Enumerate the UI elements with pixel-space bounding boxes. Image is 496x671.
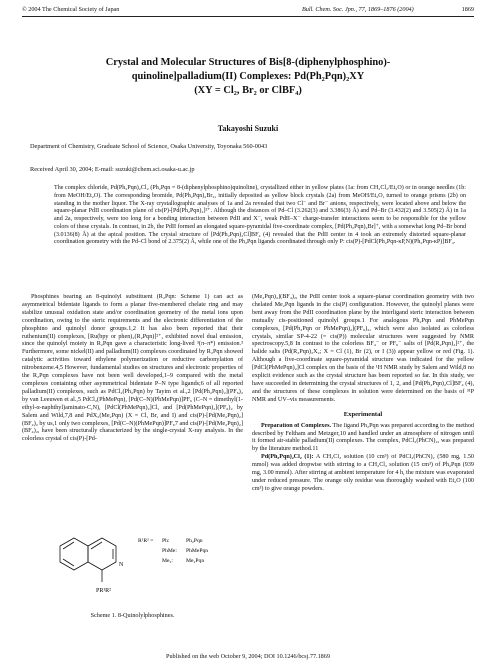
article-title <box>40 56 456 98</box>
legend-l1: Ph₂Pqn <box>186 538 203 544</box>
nitrogen-label: N <box>119 562 124 568</box>
author-name: Takayoshi Suzuki <box>217 124 279 133</box>
header-rule <box>22 16 474 17</box>
legend-header: R¹R² = <box>138 538 154 544</box>
abstract: The complex chloride, Pd(Ph₂Pqn)₂Cl₂ (Ph₂Pqn = 8-(diphenylphosphino)quinoline), crystallized either in yellow plates (1a: from CH₂Cl₂/Et₂O) or in orange needles (1b: from MeOH/Et₂O). The corresponding bromide, Pd(Ph₂Pqn)₂Br₂, initially deposited as yellow block crystals (2a) from MeOH/Et₂O, turned to orange prisms (2b) on standing in the mother liquor. The X-ray crystallographic analyses of 1a and 2a revealed that two Cl⁻ and Br⁻ anions, respectively, were located above and below the square-planar PdII coordination plane of cis(P)-[Pd(Ph₂Pqn)₂]²⁺. Although the distances of Pd–Cl (3.262(3) and 3.386(3) Å) and Pd–Br (3.432(2) and 3.505(2) Å) in 1a and 2a, respectively, were too long for a bonding interaction between PdII and X⁻, weak PdII–X⁻ charge-transfer interactions seem to be responsible for the yellow colors of these crystals. In contrast, in 2b, the PdII formed an elongated square-pyramidal five-coordinate complex, [Pd(Ph₂Pqn)₂Br]⁺, with a somewhat long Pd–Br bond (3.0136(8) Å) at the apical position. The crystal structure of [Pd(Ph₂Pqn)₂Cl]BF₄ (4) revealed that the PdII center in 4 took an extremely distorted square-planar coordination geometry with the Pd–Cl bond of 2.375(2) Å, while one of the Ph₂Pqn ligands coordinated through only P: cis(P)-[PdCl(Ph₂Pqn-κP,N)(Ph₂Pqn-κP)]BF₄. <box>54 185 466 246</box>
title-line-3: (XY = Cl₂, Br₂ or ClBF₄) <box>194 85 302 96</box>
quinoline-ring-right <box>88 538 116 570</box>
scheme-1-structure <box>30 528 240 612</box>
column-right <box>252 294 474 494</box>
journal-citation: Bull. Chem. Soc. Jpn., 77, 1869–1876 (2004) <box>302 6 414 13</box>
column-left <box>22 294 243 444</box>
preparation-paragraph <box>252 423 474 455</box>
page-number: 1869 <box>461 6 474 13</box>
scheme-legend <box>138 538 208 564</box>
scheme-caption: Scheme 1. 8-Quinolylphosphines. <box>90 612 175 619</box>
section-heading-experimental: Experimental <box>343 410 383 418</box>
legend-r2: PhMe: <box>162 548 177 554</box>
quinoline-ring-left <box>60 538 88 570</box>
affiliation: Department of Chemistry, Graduate School of Science, Osaka University, Toyonaka 560-0043 <box>30 143 268 150</box>
preparation-heading: Preparation of Complexes. <box>261 422 332 429</box>
title-line-1: Crystal and Molecular Structures of Bis[8-(diphenylphosphino)- <box>105 57 391 68</box>
title-line-2: quinoline]palladium(II) Complexes: Pd(Ph₂Pqn)₂XY <box>131 71 365 82</box>
synthesis-heading: Pd(Ph₂Pqn)₂Cl₂ (1): <box>261 454 314 461</box>
legend-l2: PhMePqn <box>186 548 209 554</box>
phosphino-label: PR¹R² <box>96 588 111 594</box>
publication-footer: Published on the web October 9, 2004; DOI 10.1246/bcsj.77.1869 <box>166 653 330 660</box>
legend-r3: Me₂: <box>162 558 173 564</box>
legend-l3: Me₂Pqn <box>186 558 205 564</box>
intro-paragraph: Phosphines bearing an 8-quinolyl substituent (R₂Pqn: Scheme 1) can act as asymmetrical bidentate ligands to form a planar five-membered chelate ring and may stabilize unusual oxidation state and/or coordination geometry of the metal ions upon coordination, owing to the steric requirements and the electronic differentiation of the phosphino and quinolyl donor groups.1,2 It has also been reported that their ruthenium(II) complexes, [Ru(bpy or phen)₂(R₂Pqn)]²⁺, exhibited novel dual emission, since the quinolyl moiety in R₂Pqn gave a characteristic long-lived ³(π–π*) emission.³ Furthermore, some nickel(II) and palladium(II) complexes coordinated by R₂Pqn showed catalytic activities toward ethylene polymerization or reductive carbonylation of nitrobenzene.4,5 However, fundamental studies on structures and electronic properties of the R₂Pqn complexes have not been well developed,1–9 compared with the metal complexes containing other asymmetrical bidentate P–N type ligands;6 of all reported palladium(II) complexes, such as PdCl₂(Ph₂Pqn) by Tayim et al.,2 [Pd(Ph₂Pqn)₂](PF₆)₂ by van Leeuwen et al.,5 PdCl₂(PhMePqn), [Pd(C–N)(PhMePqn)]PF₆ (C–N = dimethyl(1-ethyl-α-naphthyl)aminato-C,N), [PdCl(PhMePqn)₂]Cl, and [Pd(PhMePqn)₂](PF₆)₂ by Salem and Wild,7,8 and PdX₂(Me₂Pqn) (X = Cl, Br, and I) and cis(P)-[Pd(Me₂Pqn)₂](BF₄)₂ by us,1 only two complexes, [Pd(C–N)(PhMePqn)]PF₆7 and cis(P)-[Pd(Me₂Pqn)₂](BF₄)₂, have been structurally characterized by the single-crystal X-ray analysis. In the colorless crystal of cis(P)-[Pd- <box>22 294 243 443</box>
preparation-text: The ligand Ph₂Pqn was prepared according to the method described by Feltham and Metzger,10 and handled under an atmosphere of nitrogen until it formed air-stable palladium(II) complexes. The complex, PdCl₂(PhCN)₂, was prepared by the literature method.11 <box>252 422 474 453</box>
synthesis-paragraph <box>252 454 474 494</box>
received-line: Received April 30, 2004; E-mail: suzuki@chem.sci.osaka-u.ac.jp <box>30 166 195 173</box>
legend-r1: Ph: <box>162 538 170 544</box>
synthesis-text: A CH₂Cl₂ solution (10 cm³) of PdCl₂(PhCN)₂ (580 mg, 1.50 mmol) was added dropwise with stirring to a CH₂Cl₂ solution (15 cm³) of Ph₂Pqn (939 mg, 3.00 mmol). After stirring at ambient temperature for 4 h, the mixture was evaporated under reduced pressure. The orange oily residue was thoroughly washed with Et₂O (100 cm³) to give orange powders. <box>252 454 474 492</box>
intro-continued: (Me₂Pqn)₂](BF₄)₂, the PdII center took a square-planar coordination geometry with two chelated Me₂Pqn ligands in the cis(P) configuration. However, the quinolyl planes were bent away from the PdII coordination plane by the interligand steric interaction between mutually cis-positioned quinolyl groups.1 For analogous Ph₂Pqn and PhMePqn complexes, [Pd(Ph₂Pqn or PhMePqn)₂](PF₆)₂, which were also isolated as colorless crystals, similar SP-4-22 (= cis(P)) molecular structures were suggested by NMR spectroscopy.5,8 In contrast to the colorless BF₄⁻ or PF₆⁻ salts of [Pd(R₂Pqn)₂]²⁺, the halide salts (Pd(R₂Pqn)₂X₂; X = Cl (1), Br (2), or I (3)) appear yellow or red (Fig. 1). Although a five-coordinate square-pyramidal structure was indicated for the yellow [PdCl(PhMePqn)₂]Cl complex on the basis of the ¹H NMR study by Salem and Wild,8 no explicit evidence such as the crystal structure has been reported so far. In this study, we have succeeded in determining the crystal structures of 1, 2, and [Pd(Ph₂Pqn)₂Cl]BF₄ (4), and the structures of these complexes in solution were determined on the basis of ³¹P NMR and UV–vis measurements. <box>252 294 474 403</box>
copyright-notice: © 2004 The Chemical Society of Japan <box>22 6 120 13</box>
